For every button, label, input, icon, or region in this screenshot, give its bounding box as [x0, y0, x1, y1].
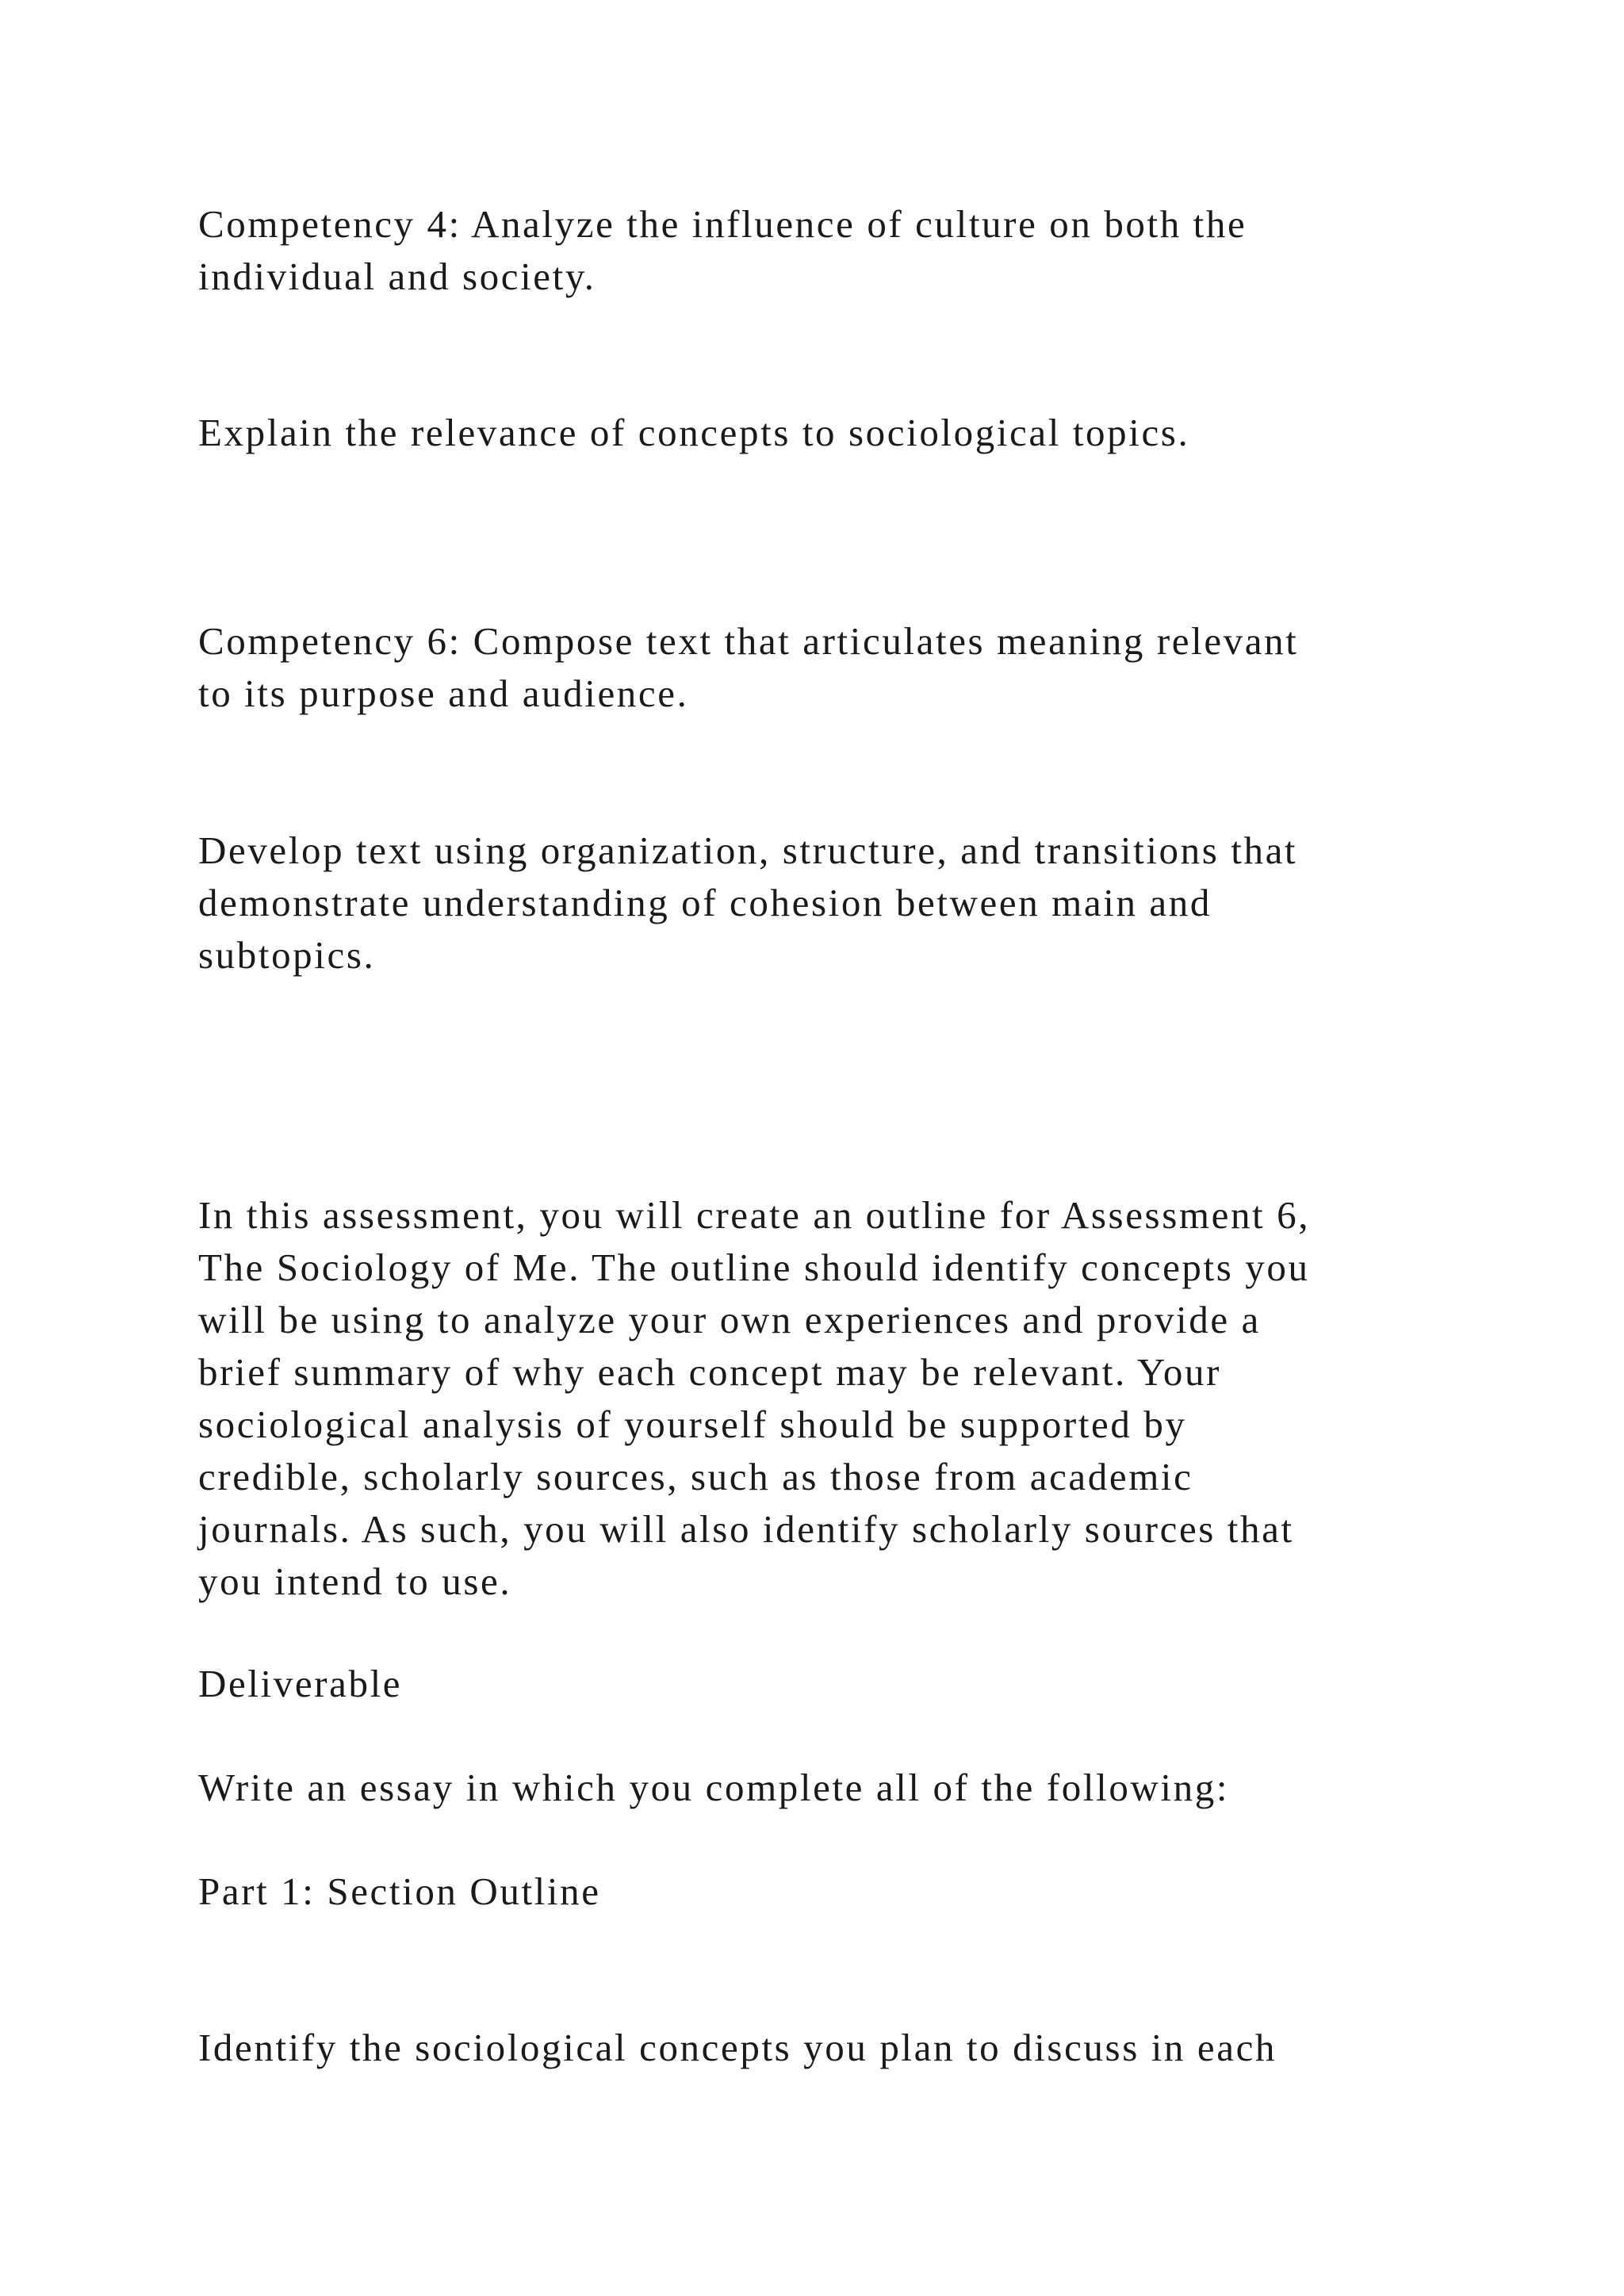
part-1-heading — [198, 1866, 1483, 1918]
write-essay-line-1: Write an essay in which you complete all of the following: — [198, 1766, 1230, 1809]
develop-text-line-1: Develop text using organization, structure, and transitions that — [198, 828, 1298, 872]
competency-4-paragraph — [198, 198, 1483, 303]
part-1-line-1: Part 1: Section Outline — [198, 1869, 601, 1913]
competency-6-paragraph — [198, 615, 1483, 720]
assessment-line-4: brief summary of why each concept may be relevant. Your — [198, 1350, 1222, 1394]
assessment-line-5: sociological analysis of yourself should be supported by — [198, 1402, 1187, 1446]
assessment-line-1: In this assessment, you will create an outline for Assessment 6, — [198, 1193, 1311, 1237]
competency-4-line-1: Competency 4: Analyze the influence of culture on both the — [198, 202, 1247, 246]
competency-4-line-2: individual and society. — [198, 254, 596, 298]
deliverable-line-1: Deliverable — [198, 1662, 403, 1705]
develop-text-paragraph — [198, 825, 1483, 982]
explain-relevance-paragraph — [198, 407, 1483, 459]
assessment-line-2: The Sociology of Me. The outline should identify concepts you — [198, 1246, 1310, 1289]
identify-concepts-paragraph — [198, 2022, 1483, 2074]
assessment-line-3: will be using to analyze your own experiences and provide a — [198, 1298, 1261, 1341]
write-essay-paragraph — [198, 1762, 1483, 1814]
develop-text-line-3: subtopics. — [198, 933, 376, 977]
develop-text-line-2: demonstrate understanding of cohesion between main and — [198, 881, 1212, 924]
assessment-description-paragraph — [198, 1189, 1483, 1608]
competency-6-line-2: to its purpose and audience. — [198, 672, 689, 715]
assessment-line-6: credible, scholarly sources, such as those from academic — [198, 1455, 1193, 1498]
competency-6-line-1: Competency 6: Compose text that articulates meaning relevant — [198, 619, 1299, 663]
assessment-line-8: you intend to use. — [198, 1559, 512, 1603]
identify-concepts-line-1: Identify the sociological concepts you plan to discuss in each — [198, 2026, 1277, 2069]
explain-relevance-line-1: Explain the relevance of concepts to sociological topics. — [198, 411, 1190, 454]
deliverable-heading — [198, 1658, 1483, 1710]
assessment-line-7: journals. As such, you will also identify scholarly sources that — [198, 1507, 1294, 1551]
